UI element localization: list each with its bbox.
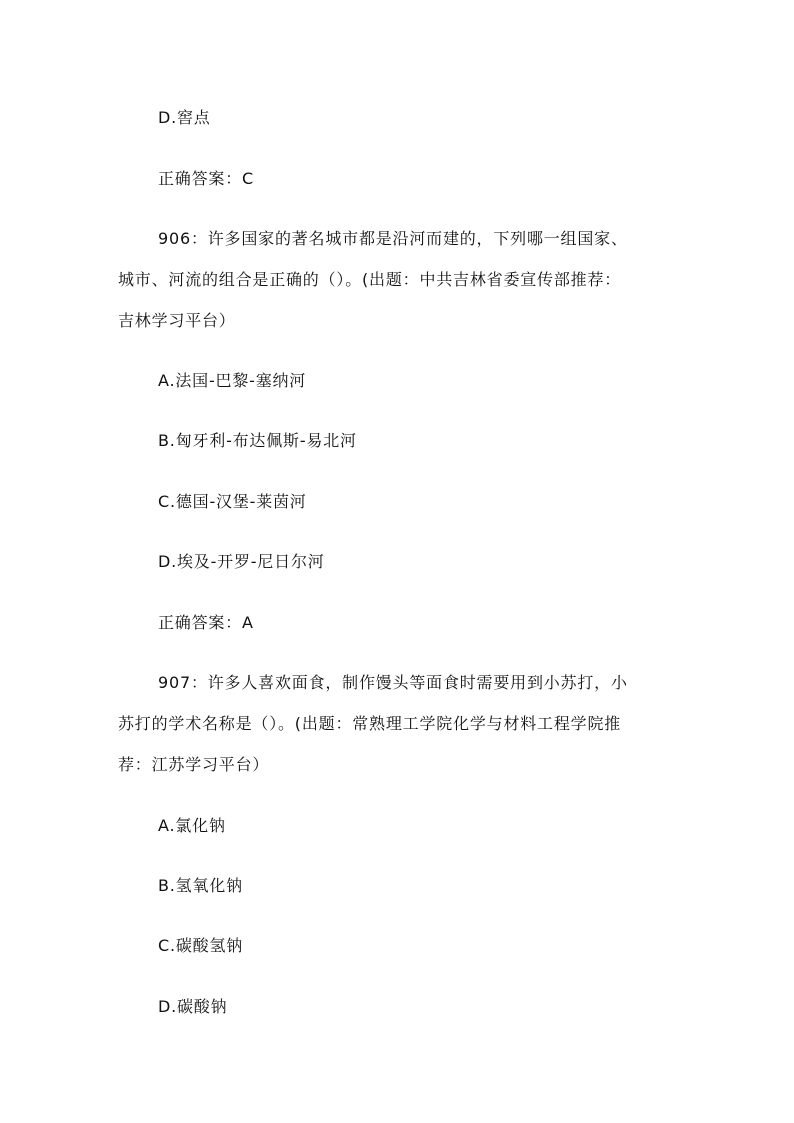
q907-text-line-3: 荐：江苏学习平台） [118, 755, 270, 774]
q906-option-b: B.匈牙利-布达佩斯-易北河 [158, 431, 357, 450]
q907-text-line-2: 苏打的学术名称是（）。(出题：常熟理工学院化学与材料工程学院推 [118, 714, 622, 733]
q907-option-a: A.氯化钠 [158, 816, 226, 835]
prev-answer: 正确答案：C [158, 169, 254, 188]
q906-text-line-3: 吉林学习平台） [118, 311, 236, 330]
q906-answer: 正确答案：A [158, 613, 254, 632]
q906-option-c: C.德国-汉堡-莱茵河 [158, 492, 307, 511]
q907-option-c: C.碳酸氢钠 [158, 936, 244, 955]
q906-option-d: D.埃及-开罗-尼日尔河 [158, 552, 325, 571]
q906-text-line-2: 城市、河流的组合是正确的（）。(出题：中共吉林省委宣传部推荐： [118, 270, 622, 289]
q906-text-line-1: 906：许多国家的著名城市都是沿河而建的，下列哪一组国家、 [158, 229, 628, 248]
prev-option-d: D.窖点 [158, 108, 211, 127]
q907-option-d: D.碳酸钠 [158, 997, 228, 1016]
q907-option-b: B.氢氧化钠 [158, 876, 243, 895]
q906-option-a: A.法国-巴黎-塞纳河 [158, 371, 307, 390]
q907-text-line-1: 907：许多人喜欢面食，制作馒头等面食时需要用到小苏打，小 [158, 673, 628, 692]
